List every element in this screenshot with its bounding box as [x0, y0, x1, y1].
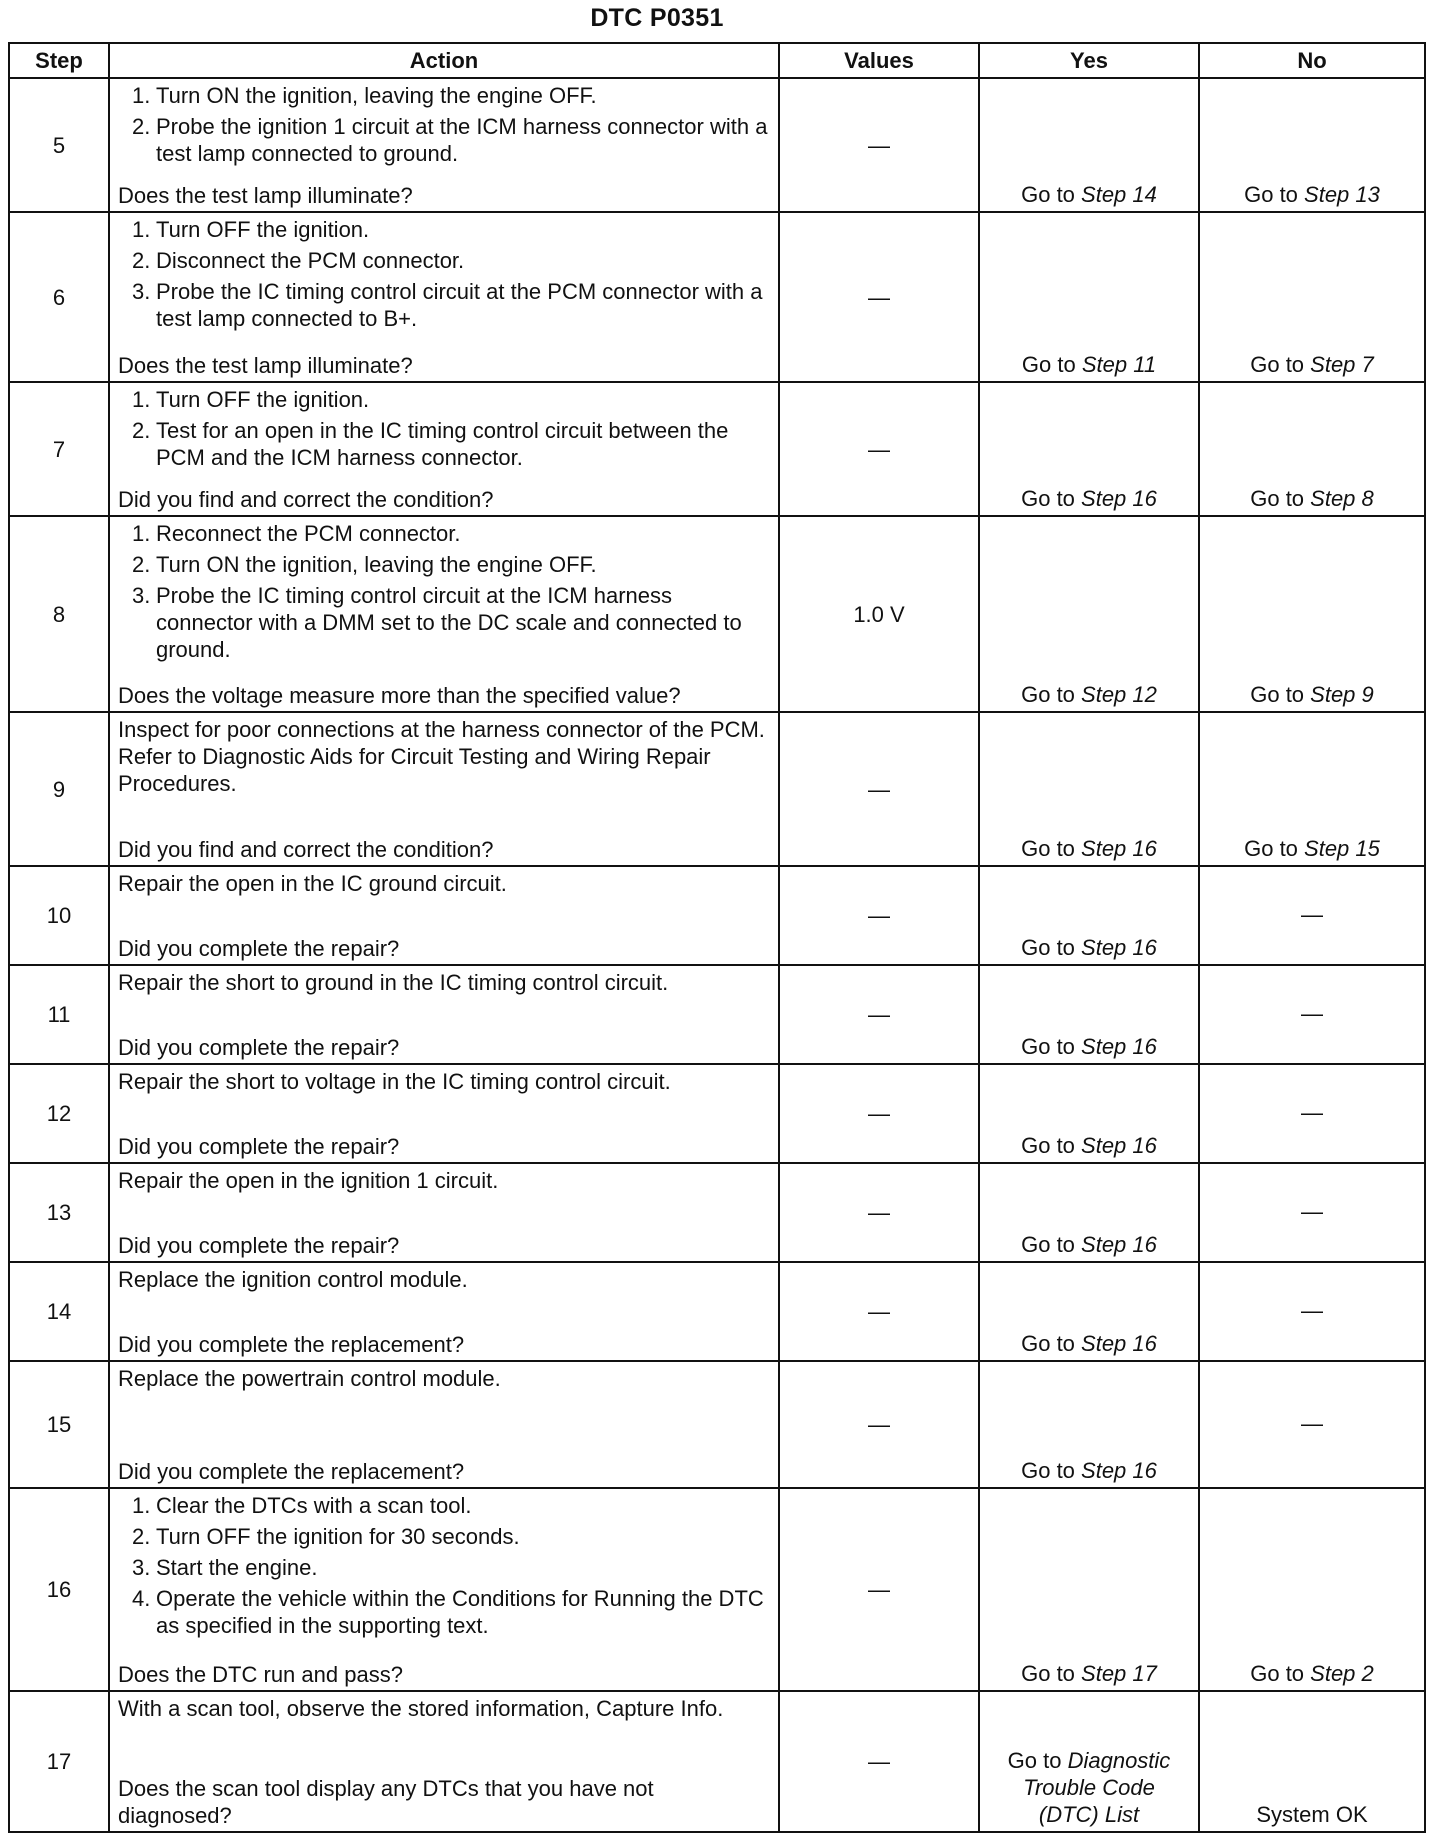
no-result-text: — — [1301, 1000, 1323, 1026]
list-item-text: Turn OFF the ignition for 30 seconds. — [156, 1524, 520, 1549]
list-item-text: Turn OFF the ignition. — [156, 387, 370, 412]
yes-cell — [979, 866, 1199, 965]
action-text: Repair the open in the IC ground circuit. — [118, 871, 507, 896]
value-cell: — — [779, 1691, 979, 1832]
list-item-text: Clear the DTCs with a scan tool. — [156, 1493, 472, 1518]
list-item — [118, 247, 770, 274]
yes-goto-target: Diagnostic Trouble Code (DTC) List — [1023, 1748, 1171, 1827]
yes-goto-prefix: Go to — [1021, 182, 1082, 207]
step-number: 6 — [9, 212, 109, 382]
action-question: Did you complete the repair? — [118, 1035, 400, 1060]
list-item — [118, 278, 770, 332]
dtc-table — [8, 42, 1426, 1833]
yes-goto-prefix: Go to — [1021, 1458, 1082, 1483]
action-cell — [109, 712, 779, 866]
no-cell — [1199, 1064, 1425, 1163]
step-number: 5 — [9, 78, 109, 212]
action-steps-list — [118, 216, 770, 332]
action-question: Did you complete the repair? — [118, 1134, 400, 1159]
action-cell — [109, 1064, 779, 1163]
no-cell — [1199, 1163, 1425, 1262]
yes-cell — [979, 516, 1199, 712]
no-goto-prefix: Go to — [1250, 352, 1311, 377]
action-cell — [109, 1262, 779, 1361]
yes-cell — [979, 212, 1199, 382]
yes-cell — [979, 965, 1199, 1064]
table-row — [9, 516, 1425, 712]
list-item-number: 1. — [132, 217, 151, 242]
yes-goto-prefix: Go to — [1021, 1034, 1082, 1059]
action-steps-list — [118, 386, 770, 471]
action-text: Repair the short to voltage in the IC timing control circuit. — [118, 1069, 671, 1094]
yes-goto-target: Step 16 — [1081, 486, 1157, 511]
page-title: DTC P0351 — [590, 4, 724, 32]
yes-goto-target: Step 16 — [1081, 1458, 1157, 1483]
action-cell — [109, 516, 779, 712]
list-item-text: Start the engine. — [156, 1555, 318, 1580]
action-text: Inspect for poor connections at the harness connector of the PCM. Refer to Diagnostic Aids for Circuit Testing and Wiring Repair Procedures. — [118, 717, 765, 796]
step-number: 17 — [9, 1691, 109, 1832]
step-number: 14 — [9, 1262, 109, 1361]
no-cell — [1199, 212, 1425, 382]
yes-cell — [979, 1064, 1199, 1163]
header-step: Step — [9, 43, 109, 78]
yes-goto-target: Step 16 — [1081, 836, 1157, 861]
value-cell: — — [779, 1262, 979, 1361]
action-question: Does the scan tool display any DTCs that you have not diagnosed? — [118, 1776, 654, 1828]
header-values: Values — [779, 43, 979, 78]
table-row — [9, 1691, 1425, 1832]
action-question: Did you find and correct the condition? — [118, 487, 494, 512]
list-item-text: Operate the vehicle within the Conditions for Running the DTC as specified in the supporting text. — [156, 1586, 764, 1638]
action-cell — [109, 965, 779, 1064]
yes-goto-prefix: Go to — [1021, 486, 1082, 511]
no-goto-prefix: Go to — [1250, 682, 1311, 707]
no-goto-target: Step 7 — [1310, 352, 1374, 377]
list-item-number: 1. — [132, 521, 151, 546]
list-item — [118, 1585, 770, 1639]
action-text: Replace the ignition control module. — [118, 1267, 468, 1292]
list-item-number: 2. — [132, 1524, 151, 1549]
no-goto-target: Step 9 — [1310, 682, 1374, 707]
list-item-number: 2. — [132, 552, 151, 577]
no-cell — [1199, 866, 1425, 965]
action-steps-list — [118, 1492, 770, 1639]
list-item-number: 2. — [132, 248, 151, 273]
action-question: Did you find and correct the condition? — [118, 837, 494, 862]
step-number: 7 — [9, 382, 109, 516]
no-cell — [1199, 516, 1425, 712]
step-number: 9 — [9, 712, 109, 866]
yes-cell — [979, 1488, 1199, 1691]
yes-goto-target: Step 16 — [1081, 1133, 1157, 1158]
list-item-number: 3. — [132, 583, 151, 608]
no-goto-target: Step 15 — [1304, 836, 1380, 861]
no-result-text: — — [1301, 901, 1323, 927]
header-yes: Yes — [979, 43, 1199, 78]
yes-goto-prefix: Go to — [1021, 1232, 1082, 1257]
action-question: Does the voltage measure more than the specified value? — [118, 683, 681, 708]
list-item-text: Turn ON the ignition, leaving the engine OFF. — [156, 83, 597, 108]
list-item — [118, 216, 770, 243]
yes-cell — [979, 1361, 1199, 1488]
value-cell: — — [779, 212, 979, 382]
action-text: Repair the short to ground in the IC timing control circuit. — [118, 970, 669, 995]
no-goto-prefix: Go to — [1244, 182, 1305, 207]
no-cell — [1199, 965, 1425, 1064]
action-cell — [109, 382, 779, 516]
value-cell: — — [779, 1488, 979, 1691]
yes-goto-target: Step 11 — [1081, 352, 1157, 377]
value-cell: — — [779, 1064, 979, 1163]
table-row — [9, 382, 1425, 516]
list-item-text: Turn ON the ignition, leaving the engine OFF. — [156, 552, 597, 577]
table-row — [9, 1361, 1425, 1488]
no-goto-target: Step 2 — [1310, 1661, 1374, 1686]
list-item — [118, 386, 770, 413]
table-row — [9, 1262, 1425, 1361]
yes-goto-target: Step 16 — [1081, 935, 1157, 960]
yes-goto-prefix: Go to — [1007, 1748, 1068, 1773]
step-number: 15 — [9, 1361, 109, 1488]
no-cell — [1199, 78, 1425, 212]
action-text: With a scan tool, observe the stored information, Capture Info. — [118, 1696, 724, 1721]
no-goto-prefix: Go to — [1244, 836, 1305, 861]
yes-goto-prefix: Go to — [1021, 836, 1082, 861]
list-item-number: 2. — [132, 114, 151, 139]
yes-goto-prefix: Go to — [1021, 352, 1082, 377]
no-result-text: — — [1301, 1410, 1323, 1436]
yes-cell — [979, 1262, 1199, 1361]
list-item — [118, 113, 770, 167]
value-cell: — — [779, 382, 979, 516]
step-number: 11 — [9, 965, 109, 1064]
list-item — [118, 1554, 770, 1581]
action-question: Does the DTC run and pass? — [118, 1662, 403, 1687]
table-row — [9, 212, 1425, 382]
step-number: 8 — [9, 516, 109, 712]
no-result-text: — — [1301, 1198, 1323, 1224]
table-row — [9, 712, 1425, 866]
action-question: Did you complete the replacement? — [118, 1332, 465, 1357]
action-question: Did you complete the repair? — [118, 936, 400, 961]
yes-goto-prefix: Go to — [1021, 1661, 1082, 1686]
list-item-number: 3. — [132, 1555, 151, 1580]
action-cell — [109, 1488, 779, 1691]
yes-cell — [979, 78, 1199, 212]
no-result-text: System OK — [1256, 1802, 1368, 1827]
action-question: Did you complete the repair? — [118, 1233, 400, 1258]
list-item-number: 2. — [132, 418, 151, 443]
list-item-number: 1. — [132, 83, 151, 108]
yes-goto-target: Step 17 — [1081, 1661, 1157, 1686]
table-row — [9, 1163, 1425, 1262]
action-text: Repair the open in the ignition 1 circuit. — [118, 1168, 499, 1193]
yes-goto-target: Step 12 — [1081, 682, 1157, 707]
yes-cell — [979, 1163, 1199, 1262]
no-cell — [1199, 1262, 1425, 1361]
list-item — [118, 417, 770, 471]
no-goto-prefix: Go to — [1250, 1661, 1311, 1686]
table-row — [9, 965, 1425, 1064]
list-item-text: Disconnect the PCM connector. — [156, 248, 465, 273]
no-result-text: — — [1301, 1297, 1323, 1323]
no-result-text: — — [1301, 1099, 1323, 1125]
list-item-number: 4. — [132, 1586, 151, 1611]
step-number: 16 — [9, 1488, 109, 1691]
yes-cell — [979, 712, 1199, 866]
action-steps-list — [118, 82, 770, 167]
list-item-text: Probe the IC timing control circuit at the ICM harness connector with a DMM set to the DC scale and connected to ground. — [156, 583, 742, 662]
value-cell: — — [779, 78, 979, 212]
step-number: 12 — [9, 1064, 109, 1163]
yes-goto-prefix: Go to — [1021, 1133, 1082, 1158]
value-cell: — — [779, 866, 979, 965]
action-steps-list — [118, 520, 770, 663]
value-cell: 1.0 V — [779, 516, 979, 712]
yes-cell — [979, 1691, 1199, 1832]
no-cell — [1199, 1488, 1425, 1691]
value-cell: — — [779, 1163, 979, 1262]
no-cell — [1199, 1361, 1425, 1488]
action-cell — [109, 866, 779, 965]
list-item-text: Probe the ignition 1 circuit at the ICM harness connector with a test lamp connected to ground. — [156, 114, 768, 166]
action-text: Replace the powertrain control module. — [118, 1366, 501, 1391]
step-number: 10 — [9, 866, 109, 965]
action-cell — [109, 1163, 779, 1262]
list-item-text: Reconnect the PCM connector. — [156, 521, 461, 546]
yes-goto-target: Step 14 — [1081, 182, 1157, 207]
no-cell — [1199, 1691, 1425, 1832]
list-item-text: Test for an open in the IC timing control circuit between the PCM and the ICM harness connector. — [156, 418, 729, 470]
value-cell: — — [779, 965, 979, 1064]
action-question: Does the test lamp illuminate? — [118, 353, 413, 378]
table-row — [9, 866, 1425, 965]
no-goto-target: Step 13 — [1304, 182, 1380, 207]
yes-goto-target: Step 16 — [1081, 1034, 1157, 1059]
yes-goto-prefix: Go to — [1021, 682, 1082, 707]
list-item — [118, 582, 770, 663]
no-goto-target: Step 8 — [1310, 486, 1374, 511]
list-item-text: Turn OFF the ignition. — [156, 217, 370, 242]
action-cell — [109, 212, 779, 382]
action-question: Does the test lamp illuminate? — [118, 183, 413, 208]
action-cell — [109, 78, 779, 212]
no-goto-prefix: Go to — [1250, 486, 1311, 511]
table-row — [9, 78, 1425, 212]
action-question: Did you complete the replacement? — [118, 1459, 465, 1484]
action-cell — [109, 1691, 779, 1832]
list-item — [118, 82, 770, 109]
list-item — [118, 520, 770, 547]
header-no: No — [1199, 43, 1425, 78]
action-cell — [109, 1361, 779, 1488]
no-cell — [1199, 712, 1425, 866]
table-row — [9, 1064, 1425, 1163]
no-cell — [1199, 382, 1425, 516]
value-cell: — — [779, 712, 979, 866]
list-item — [118, 1523, 770, 1550]
list-item — [118, 1492, 770, 1519]
header-action: Action — [109, 43, 779, 78]
yes-goto-target: Step 16 — [1081, 1232, 1157, 1257]
list-item-text: Probe the IC timing control circuit at the PCM connector with a test lamp connected to B+. — [156, 279, 763, 331]
list-item-number: 1. — [132, 387, 151, 412]
yes-goto-prefix: Go to — [1021, 1331, 1082, 1356]
step-number: 13 — [9, 1163, 109, 1262]
yes-cell — [979, 382, 1199, 516]
header-row — [9, 43, 1425, 78]
list-item — [118, 551, 770, 578]
list-item-number: 3. — [132, 279, 151, 304]
table-row — [9, 1488, 1425, 1691]
list-item-number: 1. — [132, 1493, 151, 1518]
yes-goto-target: Step 16 — [1081, 1331, 1157, 1356]
yes-goto-prefix: Go to — [1021, 935, 1082, 960]
value-cell: — — [779, 1361, 979, 1488]
